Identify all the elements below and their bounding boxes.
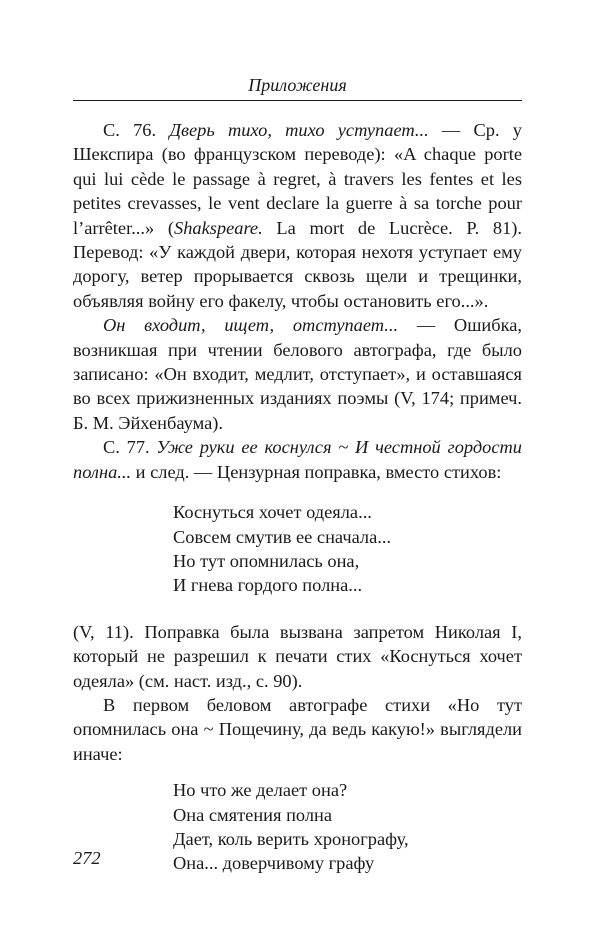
verse-line: Но что же делает она? — [173, 780, 348, 801]
verse-block-1 — [173, 500, 522, 598]
quote-on-vkhodit: Он входит, ищет, отступает... — [103, 315, 399, 336]
ref-p76: С. 76. — [103, 120, 170, 140]
quote-uzhe-ruki: Уже руки ее коснулся ~ И честной гордости полна... — [73, 437, 522, 482]
author-shakspeare: Shakspeare. — [174, 217, 263, 238]
text-p77: и след. — Цензурная поправка, вместо стихов: — [131, 461, 502, 482]
running-header: Приложения — [248, 75, 347, 95]
verse-line: Но тут опомнилась она, — [173, 550, 360, 571]
quote-dver: Дверь тихо, тихо уступает... — [169, 120, 429, 140]
verse-line: Дает, коль верить хронографу, — [173, 828, 409, 849]
ref-p77: С. 77. — [103, 437, 157, 458]
page-body — [73, 118, 522, 898]
verse-line: И гнева гордого полна... — [173, 575, 363, 596]
verse-line: Коснуться хочет одеяла... — [173, 502, 372, 523]
verse-line: Совсем смутив ее сначала... — [173, 526, 392, 547]
verse-block-2 — [173, 778, 522, 876]
verse-line: Она смятения полна — [173, 804, 333, 825]
verse-line: Она... доверчивому графу — [173, 853, 375, 874]
paragraph-p76 — [73, 118, 522, 313]
header-rule — [73, 100, 522, 101]
paragraph-on-vkhodit — [73, 313, 522, 435]
paragraph-censorship: (V, 11). Поправка была вызвана запретом Николая I, который не разрешил к печати стих «Коснуться хочет одеяла» (см. наст. изд., с. 90). — [73, 621, 522, 691]
paragraph-p77 — [73, 435, 522, 484]
text-p76-body: — Ср. у Шекспира (во французском переводе): «A chaque porte qui lui cède le passage à regret, à travers les fentes et les petites crevasses, le vent declare la guerre à sa torche pour l’arrêter...» ( — [73, 120, 522, 238]
page-number: 272 — [73, 848, 101, 868]
text-on-vkhodit: — Ошибка, возникшая при чтении белового автографа, где было записано: «Он входит, медлит, отступает», и оставшаяся во всех прижизненных изданиях поэмы (V, 174; примеч. Б. М. Эйхенбаума). — [73, 315, 522, 433]
paragraph-autograph: В первом беловом автографе стихи «Но тут опомнилась она ~ Пощечину, да ведь какую!» выглядели иначе: — [73, 694, 522, 764]
text-p76-tail: La mort de Lucrèce. P. 81). Перевод: «У каждой двери, которая нехотя уступает ему дорогу, ветер прорывается сквозь щели и трещинки, объявляя войну его факелу, чтобы остановить его...». — [73, 217, 522, 311]
